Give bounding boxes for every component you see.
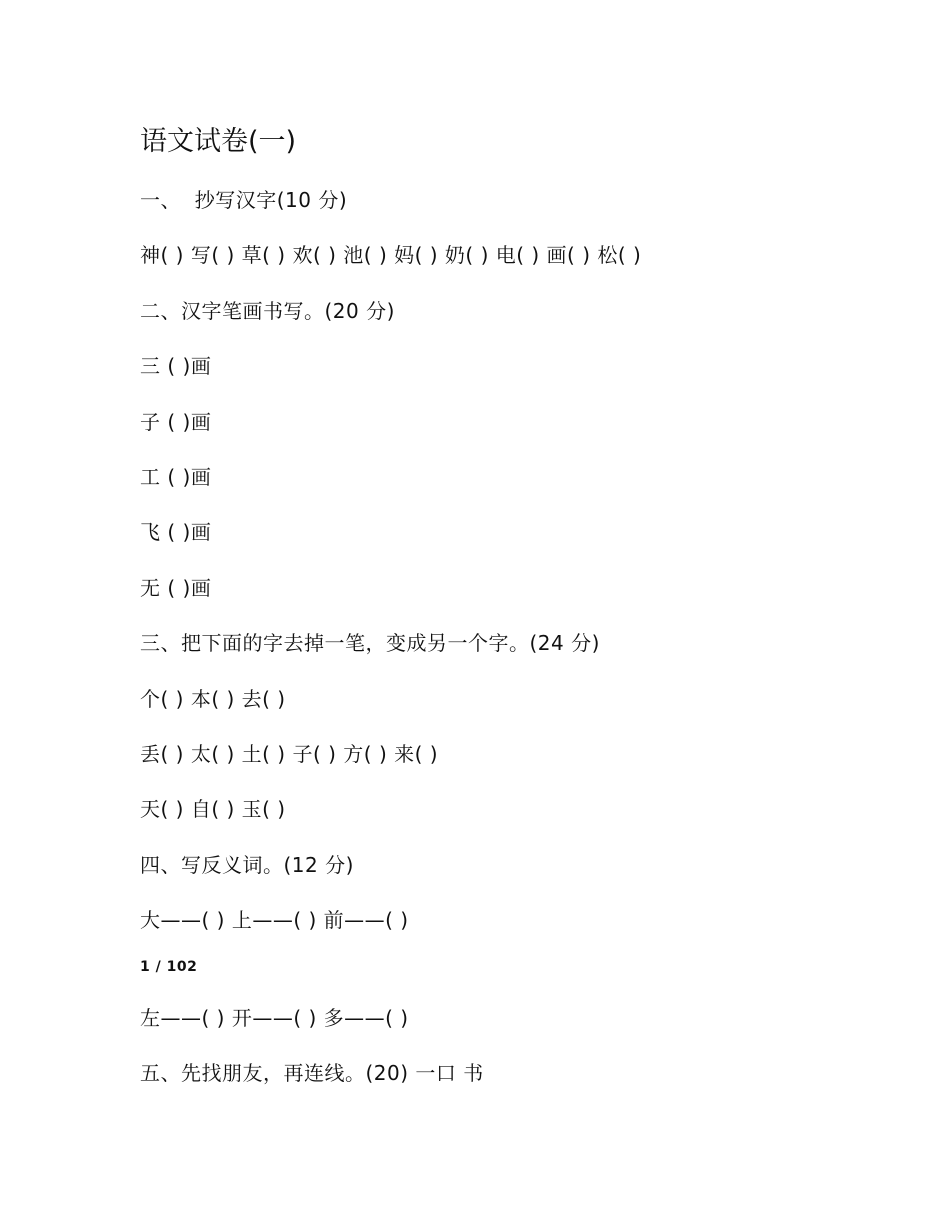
section-1-characters: 神( ) 写( ) 草( ) 欢( ) 池( ) 妈( ) 奶( ) 电( ) 画( ) 松( ) [140,243,642,267]
stroke-item-zi: 子 ( )画 [140,410,212,434]
exam-title: 语文试卷(一) [140,126,297,157]
section-3-heading: 三、把下面的字去掉一笔，变成另一个字。(24 分) [140,631,600,655]
section-3-row-1: 个( ) 本( ) 去( ) [140,687,286,711]
stroke-item-fei: 飞 ( )画 [140,520,212,544]
section-3-row-3: 天( ) 自( ) 玉( ) [140,797,286,821]
stroke-item-wu: 无 ( )画 [140,576,212,600]
section-4-heading: 四、写反义词。(12 分) [140,853,354,877]
page-number: 1 / 102 [140,959,198,975]
section-2-heading: 二、汉字笔画书写。(20 分) [140,299,395,323]
stroke-item-gong: 工 ( )画 [140,465,212,489]
section-4-row-2: 左——( ) 开——( ) 多——( ) [140,1006,409,1030]
section-1-heading: 一、 抄写汉字(10 分) [140,188,348,212]
section-4-row-1: 大——( ) 上——( ) 前——( ) [140,908,409,932]
section-3-row-2: 丢( ) 太( ) 土( ) 子( ) 方( ) 来( ) [140,742,439,766]
section-5-heading: 五、先找朋友，再连线。(20) 一口 书 [140,1061,484,1085]
stroke-item-san: 三 ( )画 [140,354,212,378]
